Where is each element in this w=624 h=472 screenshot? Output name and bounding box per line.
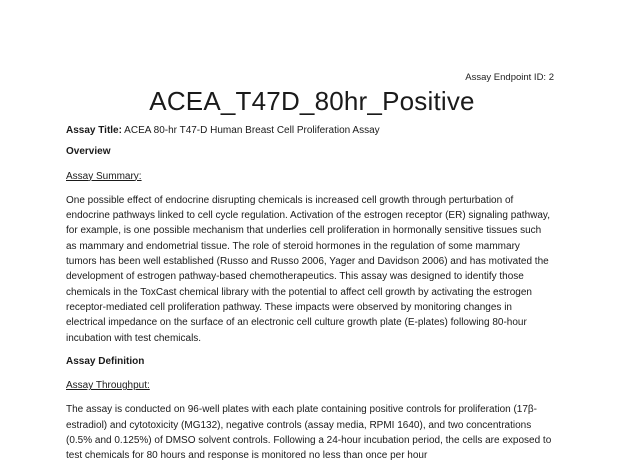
assay-title-label: Assay Title: — [66, 125, 122, 136]
assay-summary-heading: Assay Summary: — [66, 170, 142, 182]
assay-throughput-text: The assay is conducted on 96-well plates with each plate containing positive controls for proliferation (17β-estradiol) and cytotoxicity (MG132), negative controls (assay media, RPMI 1640), and two concentrations (0.5% and 0.125%) of DMSO solvent controls. Following a 24-hour incubation period, the cells are exposed to test chemicals for 80 hours and response is monitored no less than once per hour — [66, 404, 552, 462]
assay-endpoint-id: Assay Endpoint ID: 2 — [465, 72, 554, 83]
assay-summary-text: One possible effect of endocrine disrupting chemicals is increased cell growth through perturbation of endocrine pathways linked to cell cycle regulation. Activation of the estrogen receptor (ER) signaling pathway, for example, is one possible mechanism that underlies cell proliferation in hormonally sensitive tissues such as mammary and endometrial tissue. The role of steroid hormones in the regulation of some mammary tumors has been well established (Russo and Russo 2006, Yager and Davidson 2006) and has motivated the development of estrogen pathway-based chemotherapeutics. This assay was designed to identify those chemicals in the ToxCast chemical library with the potential to affect cell growth by activating the estrogen receptor-mediated cell proliferation pathway. These impacts were observed by monitoring changes in electrical impedance on the surface of an electronic cell culture growth plate (E-plates) following 80-hour incubation with test chemicals. — [66, 194, 550, 344]
assay-definition-heading: Assay Definition — [66, 355, 145, 367]
document-body — [66, 123, 552, 472]
assay-title-line — [66, 123, 552, 138]
assay-throughput-heading: Assay Throughput: — [66, 380, 150, 392]
overview-heading: Overview — [66, 146, 111, 158]
assay-title-value: ACEA 80-hr T47-D Human Breast Cell Proliferation Assay — [121, 125, 380, 136]
document-title: ACEA_T47D_80hr_Positive — [149, 86, 475, 116]
